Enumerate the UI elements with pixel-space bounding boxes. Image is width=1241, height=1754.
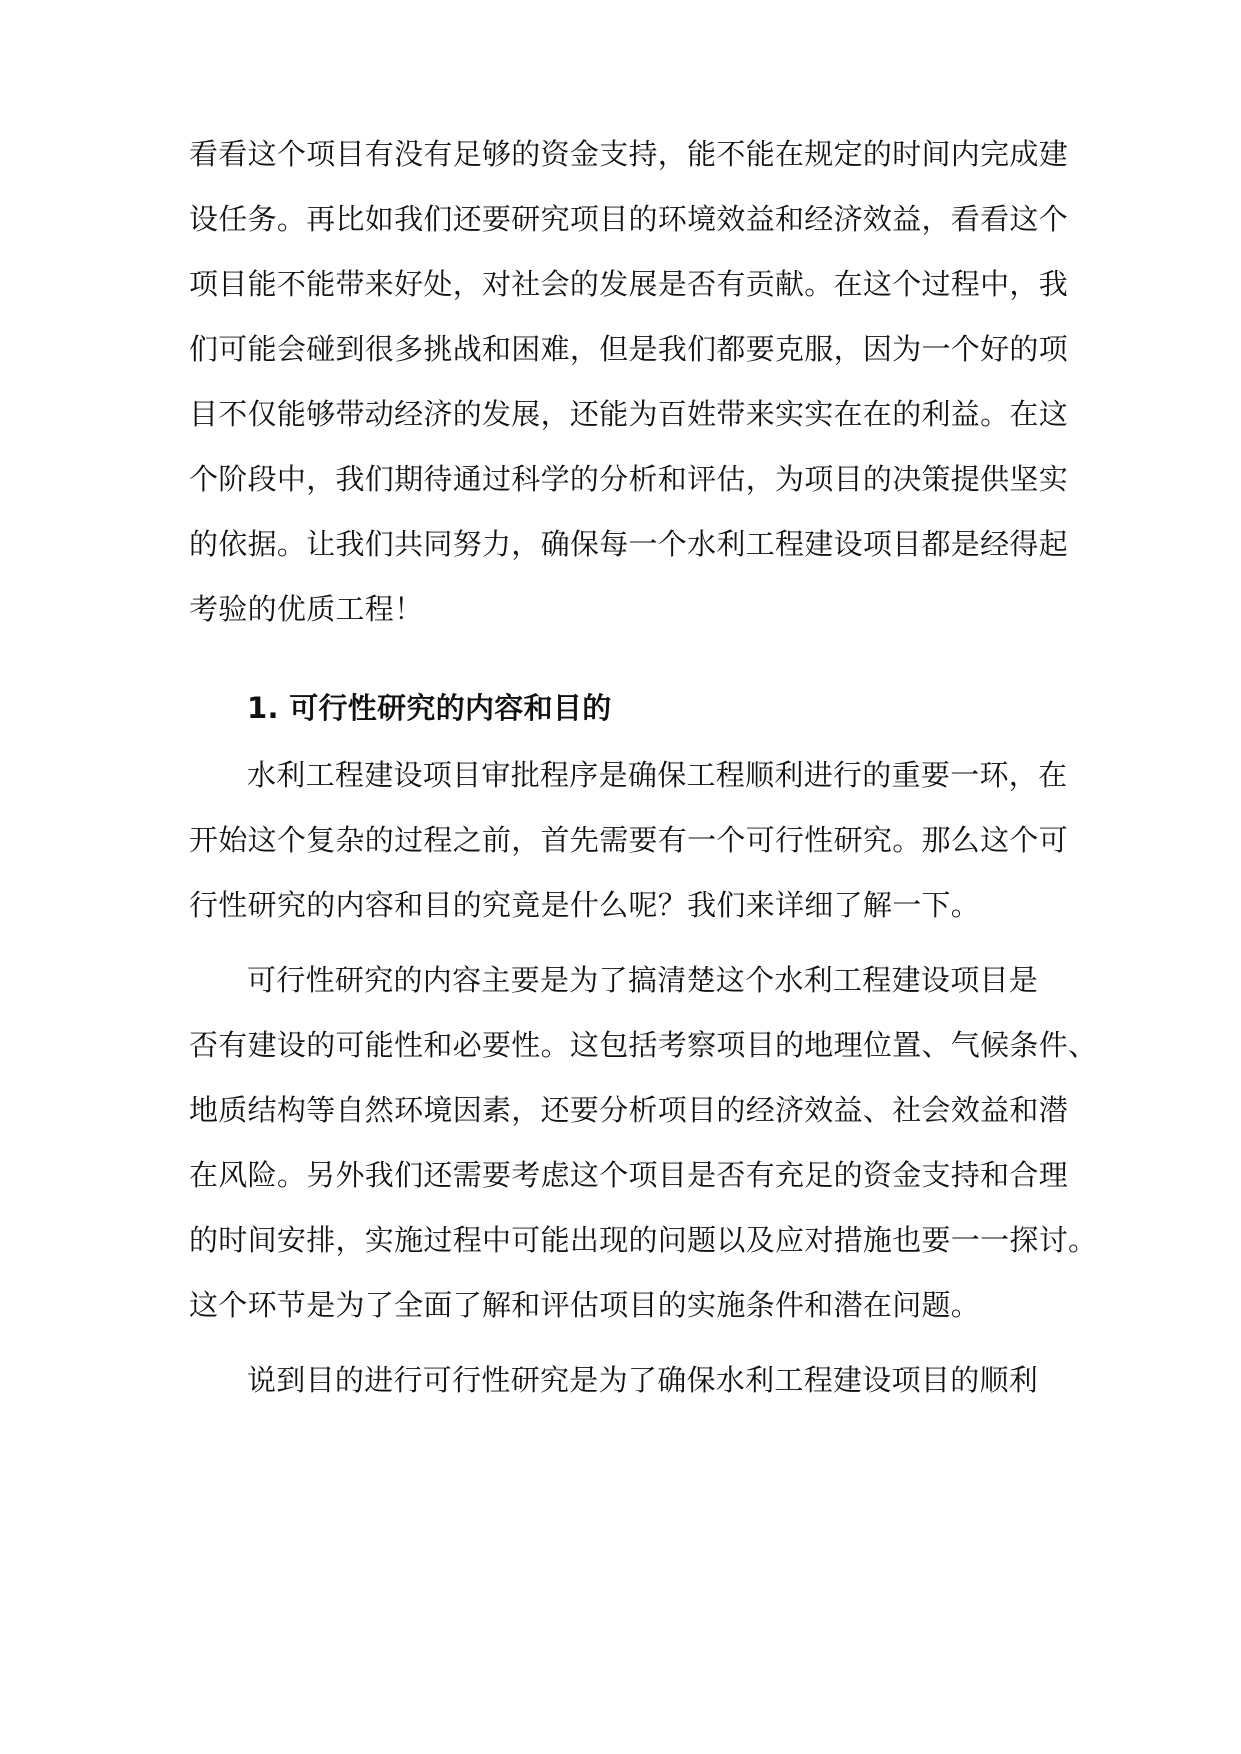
- paragraph-line: 个阶段中，我们期待通过科学的分析和评估，为项目的决策提供坚实: [189, 462, 1069, 496]
- paragraph-line: 行性研究的内容和目的究竟是什么呢？我们来详细了解一下。: [189, 888, 981, 922]
- paragraph-line: 的时间安排，实施过程中可能出现的问题以及应对措施也要一一探讨。: [189, 1223, 1098, 1257]
- paragraph-line: 目不仅能够带动经济的发展，还能为百姓带来实实在在的利益。在这: [189, 397, 1069, 431]
- paragraph-line: 考验的优质工程！: [189, 592, 424, 626]
- paragraph-line: 水利工程建设项目审批程序是确保工程顺利进行的重要一环，在: [247, 758, 1068, 792]
- paragraph-line: 地质结构等自然环境因素，还要分析项目的经济效益、社会效益和潜: [189, 1093, 1069, 1127]
- paragraph-line: 项目能不能带来好处，对社会的发展是否有贡献。在这个过程中，我: [189, 267, 1069, 301]
- paragraph-line: 的依据。让我们共同努力，确保每一个水利工程建设项目都是经得起: [189, 527, 1069, 561]
- section-heading: 1. 可行性研究的内容和目的: [247, 691, 612, 725]
- paragraph-line: 可行性研究的内容主要是为了搞清楚这个水利工程建设项目是: [247, 963, 1039, 997]
- paragraph-line: 在风险。另外我们还需要考虑这个项目是否有充足的资金支持和合理: [189, 1158, 1069, 1192]
- paragraph-line: 设任务。再比如我们还要研究项目的环境效益和经济效益，看看这个: [189, 202, 1069, 236]
- paragraph-line: 们可能会碰到很多挑战和困难，但是我们都要克服，因为一个好的项: [189, 332, 1069, 366]
- paragraph-line: 这个环节是为了全面了解和评估项目的实施条件和潜在问题。: [189, 1288, 981, 1322]
- paragraph-line: 开始这个复杂的过程之前，首先需要有一个可行性研究。那么这个可: [189, 823, 1069, 857]
- paragraph-line: 否有建设的可能性和必要性。这包括考察项目的地理位置、气候条件、: [189, 1028, 1098, 1062]
- paragraph-line: 说到目的进行可行性研究是为了确保水利工程建设项目的顺利: [247, 1363, 1039, 1397]
- paragraph-line: 看看这个项目有没有足够的资金支持，能不能在规定的时间内完成建: [189, 137, 1069, 171]
